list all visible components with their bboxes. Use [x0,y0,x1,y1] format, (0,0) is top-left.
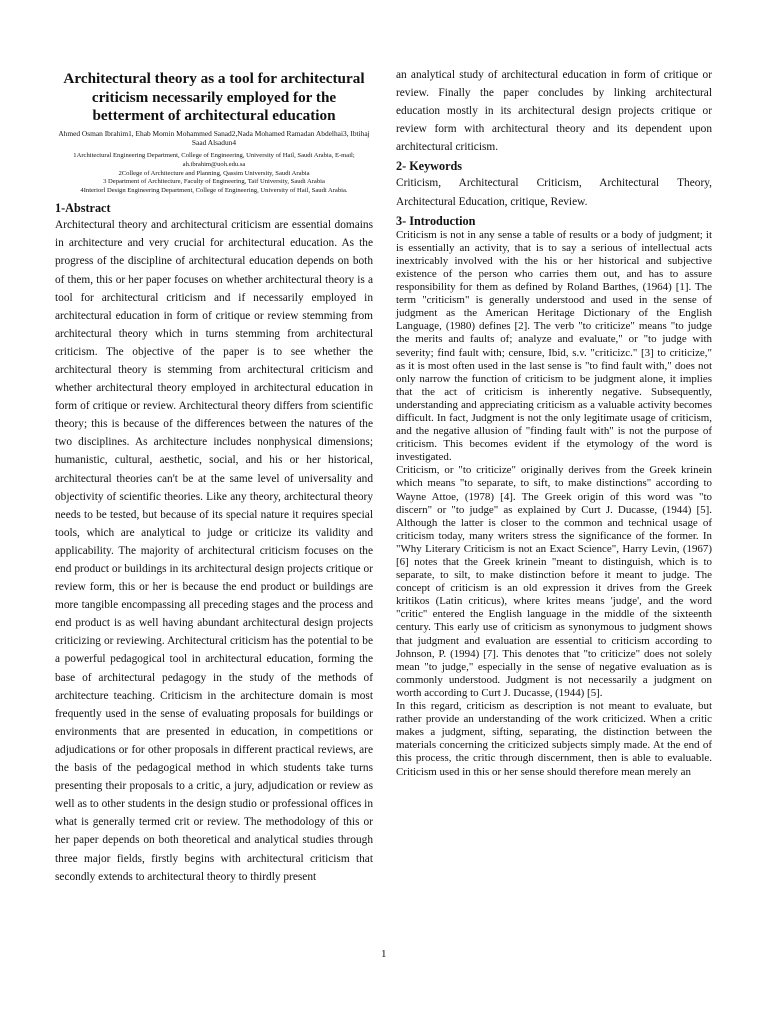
introduction-heading: 3- Introduction [396,213,476,228]
paper-title: Architectural theory as a tool for architectural criticism necessarily employed for the betterment of architectural education [63,70,365,124]
intro-paragraph-1: Criticism is not in any sense a table of results or a body of judgment; it is essentially an activity, that is to say a serious of intellectual acts inextricably involved with the his or her historical and subjective existence of the person who carries them out, and has to assure responsibility for them as defined by Roland Barthes, (1964) [1]. The term "criticism" is generally understood and used in the sense of judgment as the American Heritage Dictionary of the English Language, (1980) defines [2]. The verb "to criticize" means "to judge the merits and faults of; analyze and evaluate," or "to judge with severity; find fault with; censure, Ibid, s.v. "criticizc." [3] to criticize," as it is most often used in the last sense is "to find fault with," does not only narrow the function of criticism to be judgment alone, it implies that the act of criticism is inherently negative. Subsequently, understanding and appreciating criticism as a valuable activity becomes difficult. In fact, Judgment is not the only legitimate usage of criticism, and the negative allusion of "finding fault with" is not the purpose of criticism. This becomes evident if the etymology of the word is investigated. [396,228,712,464]
left-column [55,66,373,886]
keywords-body: Criticism, Architectural Criticism, Architectural Theory, Architectural Education, critique, Review. [396,177,712,208]
page-number: 1 [381,948,387,960]
intro-paragraph-2: Criticism, or "to criticize" originally derives from the Greek krinein which means "to separate, to sift, to make distinctions" according to Wayne Attoe, (1978) [4]. The Greek origin of this word was "to discern" or "to judge" as explained by Curt J. Ducasse, (1944) [5]. Although the latter is closer to the common and technical usage of criticism today, many writers stress the significance of the former. In "Why Literary Criticism is not an Exact Science", Harry Levin, (1967) [6] notes that the Greek krinein "meant to distinguish, which is to separate, to silt, to make distinction before it meant to judge. The concept of criticism is an old expression it drives from the Greek kritikos (Latin criticus), where krites means 'judge', and the word "critic" entered the English language in the middle of the sixteenth century. This early use of criticism as synonymous to judgment shows that judgment and evaluation are essential to criticism according to Johnson, P. (1994) [7]. This denotes that "to criticize" does not solely mean "to judge," especially in the sense of negative evaluation as is commonly understood. Judgment is not necessarily a judgment on worth according to Curt J. Ducasse, (1944) [5]. [396,464,712,699]
abstract-continuation: an analytical study of architectural education in form of critique or review. Finally the paper concludes by linking architectural education mostly in its architectural design projects critique or review form with architectural theory and its dependent upon architectural criticism. [396,69,712,154]
keywords-heading: 2- Keywords [396,159,463,174]
affiliation-list [55,152,373,197]
abstract-body: Architectural theory and architectural criticism are essential domains in architecture and very crucial for architectural education. As the progress of the discipline of architectural education depends on both of them, this or her paper focuses on whether architectural theory is a tool for architectural criticism and if necessarily employed in architectural education in form of critique or review stemming from architectural theory which in turns stemming from architectural criticism. The objective of the paper is to see whether the architectural theory is stemming from architectural criticism and whether architectural theory employed in architectural education in form of critique or review. Architectural theory differs from scientific theory; this is because of the differences between the natures of the two disciplines. As architecture includes nonphysical dimensions; humanistic, cultural, aesthetic, social, and his or her historical, architectural theories can't be at the same level of universality and objectivity of scientific theories. Like any theory, architectural theory needs to be tested, but because of its special nature it requires special tools, which are analytical to judge or criticize its validity and applicability. The majority of architectural criticism focuses on the end product or buildings in its architectural design projects critique or review form, this or her is because the end product or buildings are more tangible encompassing all preceding stages and the process and end product is as well having abundant architectural design projects criticizing or reviewing. Architectural criticism has the potential to be a powerful pedagogical tool in architectural education, forming the base of architectural pedagogy in the study of the methods of architecture teaching. Criticism in the architecture domain is most frequently used in the sense of evaluating proposals for buildings or environments that are presented in education, in competitions or adjudications or for other proposals in different practical reviews, are the basis of the pedagogical method in which students take turns presenting their proposals to a critic, a jury, adjudication or review as well as to other students in the design studio or professional offices in what is generally termed crit or review. The methodology of this or her paper depends on both theoretical and analytical studies through three major fields, firstly begins with architectural criticism that secondly extends to architectural theory to thirdly present [55,219,373,883]
introduction-body [396,229,712,779]
affiliation-2: 2College of Architecture and Planning, Qassim University, Saudi Arabia [118,169,310,177]
author-list: Ahmed Osman Ibrahim1, Ehab Momin Mohammed Sanad2,Nada Mohamed Ramadan Abdelhai3, Ibtihaj Saad Alsadun4 [58,128,370,148]
right-column [396,66,712,779]
abstract-heading: 1-Abstract [55,201,111,216]
affiliation-4: 4Interiorl Design Engineering Department, College of Engineering, University of Hail, Saudi Arabia. [80,187,348,195]
affiliation-3: 3 Department of Architecture, Faculty of Engineering, Taif University, Saudi Arabia [103,178,325,186]
affiliation-1: 1Architectural Engineering Department, College of Engineering, University of Hail, Saudi Arabia, E-mail; ah.ibrahim@uoh.edu.sa [73,151,355,168]
intro-paragraph-3: In this regard, criticism as description is not meant to evaluate, but rather provide an understanding of the work criticized. When a critic makes a judgment, sifting, separating, the distinction between the materials concerning the criticized subjects simply made. At the end of this process, the critic through discernment, then is able to evaluable. Criticism used in this or her sense should therefore mean merely an [396,700,712,778]
